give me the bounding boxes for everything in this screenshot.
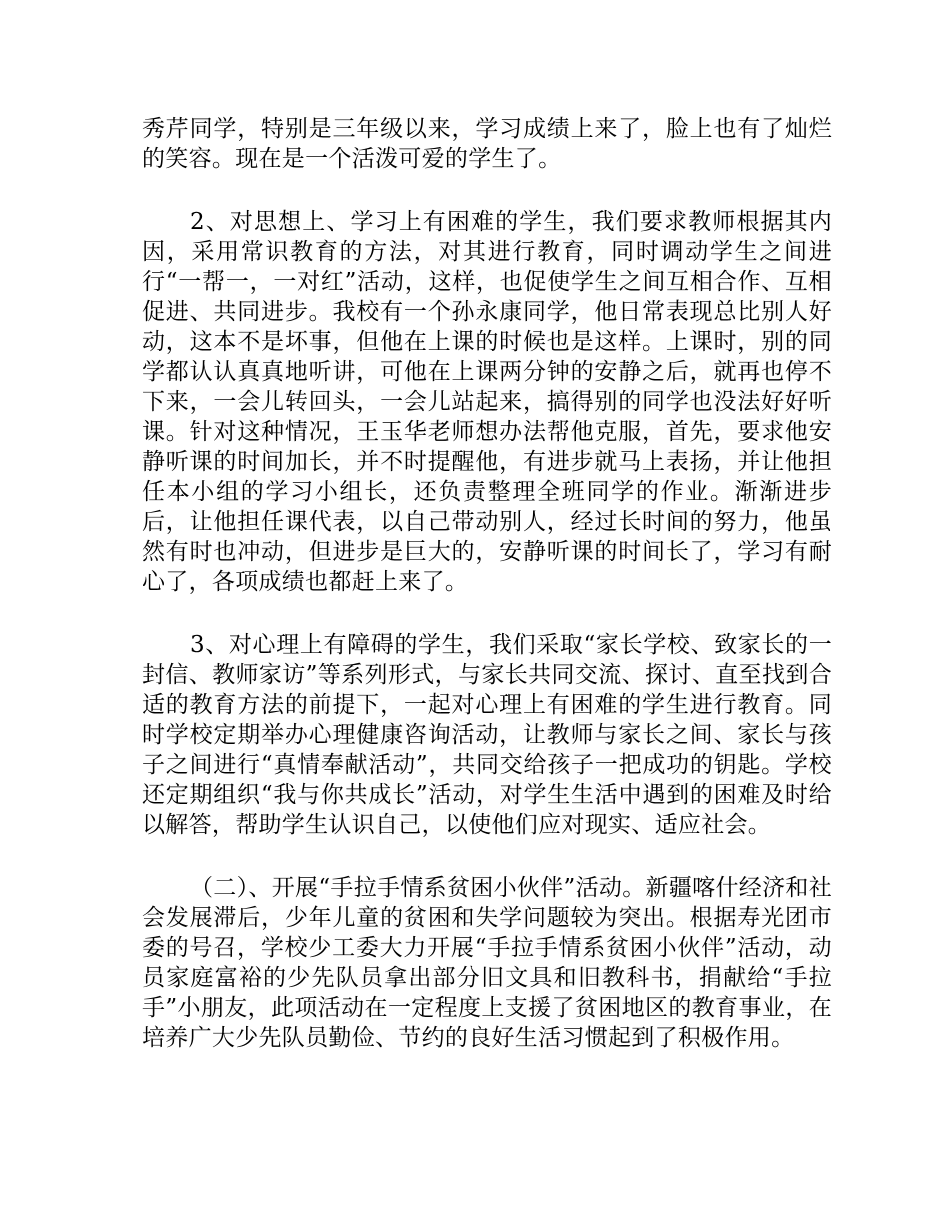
paragraph-section-2: （二）、开展“手拉手情系贫困小伙伴”活动。新疆喀什经济和社会发展滞后，少年儿童的贫困和失学问题较为突出。根据寿光团市委的号召，学校少工委大力开展“手拉手情系贫困小伙伴”活动，动员家庭富裕的少先队员拿出部分旧文具和旧教科书，捐献给“手拉手”小朋友，此项活动在一定程度上支援了贫困地区的教育事业，在培养广大少先队员勤俭、节约的良好生活习惯起到了积极作用。 xyxy=(142,875,832,1051)
paragraph-gap xyxy=(142,174,832,207)
paragraph-item-2: 2、对思想上、学习上有困难的学生，我们要求教师根据其内因，采用常识教育的方法，对其进行教育，同时调动学生之间进行“一帮一，一对红”活动，这样，也促使学生之间互相合作、互相促进、共同进步。我校有一个孙永康同学，他日常表现总比别人好动，这本不是坏事，但他在上课的时候也是这样。上课时，别的同学都认认真真地听讲，可他在上课两分钟的安静之后，就再也停不下来，一会儿转回头，一会儿站起来，搞得别的同学也没法好好听课。针对这种情况，王玉华老师想办法帮他克服，首先，要求他安静听课的时间加长，并不时提醒他，有进步就马上表扬，并让他担任本小组的学习小组长，还负责整理全班同学的作业。渐渐进步后，让他担任课代表，以自己带动别人，经过长时间的努力，他虽然有时也冲动，但进步是巨大的，安静听课的时间长了，学习有耐心了，各项成绩也都赶上来了。 xyxy=(142,209,832,595)
paragraph-continuation: 秀芹同学，特别是三年级以来，学习成绩上来了，脸上也有了灿烂的笑容。现在是一个活泼可爱的学生了。 xyxy=(142,116,832,172)
paragraph-gap xyxy=(142,597,832,630)
document-body xyxy=(142,114,832,1053)
paragraph-item-3: 3、对心理上有障碍的学生，我们采取“家长学校、致家长的一封信、教师家访”等系列形式，与家长共同交流、探讨、直至找到合适的教育方法的前提下，一起对心理上有困难的学生进行教育。同时学校定期举办心理健康咨询活动，让教师与家长之间、家长与孩子之间进行“真情奉献活动”，共同交给孩子一把成功的钥匙。学校还定期组织“我与你共成长”活动，对学生生活中遇到的困难及时给以解答，帮助学生认识自己，以使他们应对现实、适应社会。 xyxy=(142,632,832,838)
paragraph-gap xyxy=(142,840,832,873)
